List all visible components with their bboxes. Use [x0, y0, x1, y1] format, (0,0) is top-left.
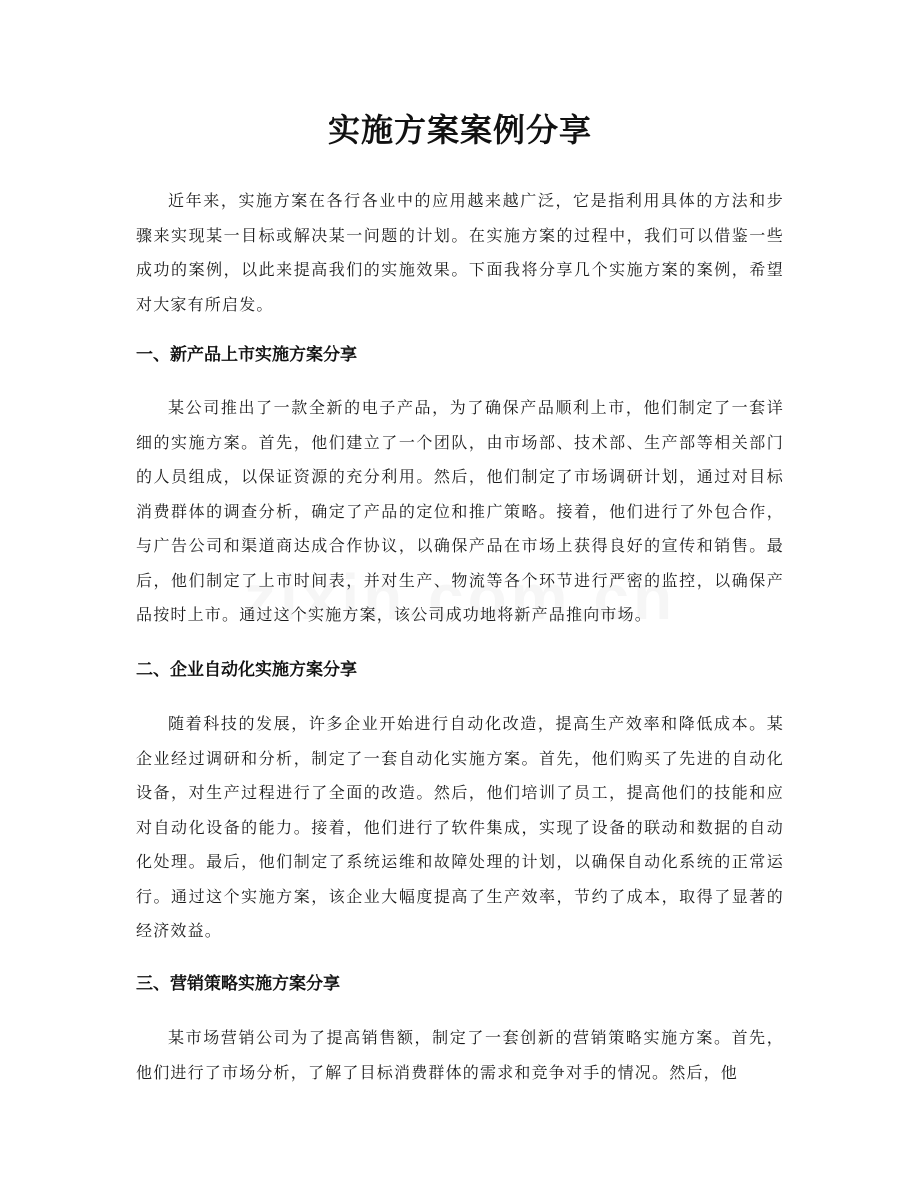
section-body-new-product: 某公司推出了一款全新的电子产品，为了确保产品顺利上市，他们制定了一套详细的实施方案。首先，他们建立了一个团队，由市场部、技术部、生产部等相关部门的人员组成，以保证资源的充分利用。然后，他们制定了市场调研计划，通过对目标消费群体的调查分析，确定了产品的定位和推广策略。接着，他们进行了外包合作，与广告公司和渠道商达成合作协议，以确保产品在市场上获得良好的宣传和销售。最后，他们制定了上市时间表，并对生产、物流等各个环节进行严密的监控，以确保产品按时上市。通过这个实施方案，该公司成功地将新产品推向市场。: [136, 398, 784, 624]
section-body-marketing: 某市场营销公司为了提高销售额，制定了一套创新的营销策略实施方案。首先，他们进行了市场分析，了解了目标消费群体的需求和竞争对手的情况。然后，他: [136, 1028, 784, 1082]
section-heading-new-product: 一、新产品上市实施方案分享: [136, 345, 357, 365]
document-title: 实施方案案例分享: [327, 111, 592, 149]
section-heading-automation: 二、企业自动化实施方案分享: [136, 660, 357, 680]
section-heading-marketing: 三、营销策略实施方案分享: [136, 974, 340, 994]
section-body-automation: 随着科技的发展，许多企业开始进行自动化改造，提高生产效率和降低成本。某企业经过调研和分析，制定了一套自动化实施方案。首先，他们购买了先进的自动化设备，对生产过程进行了全面的改造。然后，他们培训了员工，提高他们的技能和应对自动化设备的能力。接着，他们进行了软件集成，实现了设备的联动和数据的自动化处理。最后，他们制定了系统运维和故障处理的计划，以确保自动化系统的正常运行。通过这个实施方案，该企业大幅度提高了生产效率，节约了成本，取得了显著的经济效益。: [136, 714, 784, 940]
intro-paragraph: 近年来，实施方案在各行各业中的应用越来越广泛，它是指利用具体的方法和步骤来实现某一目标或解决某一问题的计划。在实施方案的过程中，我们可以借鉴一些成功的案例，以此来提高我们的实施效果。下面我将分享几个实施方案的案例，希望对大家有所启发。: [136, 191, 784, 314]
